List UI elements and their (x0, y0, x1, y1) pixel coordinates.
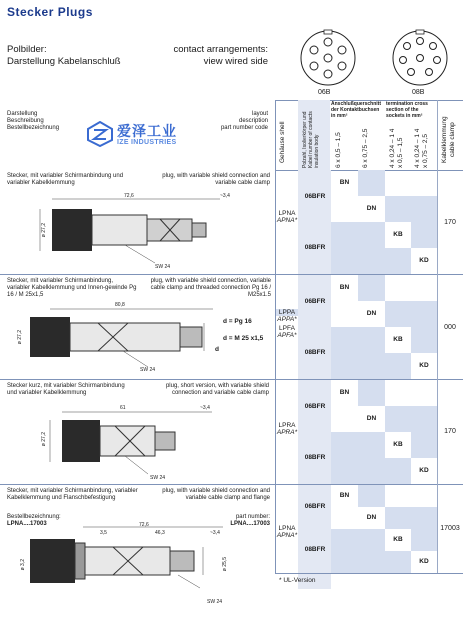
section-2-desc-de: Stecker, mit variabler Schirmanbindung, variabler Kabelklemmung und Innen-gewinde Pg 16 / M 25x1,5 (7, 278, 137, 298)
s4-dim-offset: ~3,4 (210, 530, 220, 536)
s2-dim-sw: SW 24 (140, 367, 156, 373)
s4-bn: BN (339, 492, 350, 499)
s1-dim-sw: SW 24 (155, 264, 171, 270)
s4-dim-hole: ø 3,2 (20, 559, 26, 571)
s4-dim-dia: ø 25,5 (222, 557, 228, 572)
pinout-06b-label: 06B (318, 89, 331, 96)
s1-housing-code: LPNA (278, 210, 296, 217)
s4-row-2: 08BFR (304, 546, 326, 553)
s2-cell (331, 327, 385, 353)
s2-thread-pg: d = Pg 16 (223, 318, 252, 325)
s4-housing (276, 525, 298, 539)
legend-en (200, 111, 268, 132)
s2-clamp: 000 (444, 324, 456, 331)
section-3-desc-en: plug, short version, with variable shield connection and variable cable clamp (165, 383, 269, 396)
col-sec-a-title: Anschlußquerschnitt der Kontaktbuchsen in mm² (331, 101, 382, 119)
s2-bn: BN (339, 284, 350, 291)
s2-housing-code: LPPA (276, 309, 298, 316)
s3-bn: BN (339, 389, 350, 396)
section-4 (0, 485, 463, 605)
section-3 (0, 380, 463, 484)
s4-dim-sw: SW 24 (207, 599, 223, 605)
section-4-drawing (28, 525, 238, 589)
s2-row-1: 06BFR (304, 298, 326, 305)
s4-kb: KB (393, 536, 403, 543)
s1-kd: KD (419, 257, 429, 264)
s1-dim-length: 72,6 (124, 193, 134, 199)
s1-cell (331, 248, 411, 274)
col-sec-b-c1: 4 x 0,24 – 1 4 x 0,5 – 1,5 (389, 128, 404, 168)
legend-de-1: Darstellung (7, 111, 38, 117)
s4-cell (331, 551, 411, 573)
footnote: * UL-Version (279, 577, 316, 584)
col-housing: Gehäuse shell (279, 121, 286, 163)
s1-dim-dia: ø 27,2 (41, 223, 47, 238)
s2-thread-d: d (215, 346, 219, 353)
pinout-08b-diagram (390, 28, 450, 88)
s4-cell (358, 485, 385, 507)
section-1-desc-en: plug, with variable shield connection and variable cable clamp (162, 173, 270, 186)
s3-dim-sw: SW 24 (150, 475, 166, 481)
col-sec-b-title: termination cross section of the sockets in mm² (386, 101, 428, 119)
col-clamp: Kabelklemmung cable clamp (441, 116, 456, 164)
section-1-desc-de: Stecker, mit variabler Schirmanbindung und variabler Kabelklemmung (7, 173, 124, 186)
pinout-08b-label: 08B (412, 89, 425, 96)
s3-poles-bg (298, 380, 331, 484)
pinout-title-de-2: Darstellung Kabelanschluß (7, 56, 121, 67)
s4-row-1: 06BFR (304, 503, 326, 510)
s3-housing-code: LPRA (278, 422, 296, 429)
s1-kb: KB (393, 231, 403, 238)
legend-de-3: Bestellbezeichnung (7, 125, 60, 131)
section-3-drawing (40, 410, 225, 482)
col-sec-b-c2: 4 x 0,24 – 1 4 x 0,75 – 2,5 (414, 128, 429, 168)
s4-dim-length: 72,6 (139, 522, 149, 528)
s2-cell (411, 327, 437, 353)
s4-kd: KD (419, 558, 429, 565)
s4-dn: DN (366, 514, 377, 521)
legend-en-3: part number code (220, 125, 268, 131)
section-2 (0, 275, 463, 379)
col-poles: Polzahl, Isolierkörper und Kabel number of contacts insulation body (302, 111, 320, 168)
legend-de (7, 111, 59, 132)
s2-housing2-code: LPFA (279, 325, 295, 332)
s2-kd: KD (419, 362, 429, 369)
s4-housing-code: LPNA (278, 525, 296, 532)
s1-dn: DN (366, 205, 377, 212)
s2-row-2: 08BFR (304, 349, 326, 356)
s4-housing-alt: APNA* (276, 532, 298, 539)
s1-row-2: 08BFR (304, 244, 326, 251)
pinout-title-en-2: view wired side (203, 56, 268, 67)
s2-poles-bg (298, 275, 331, 379)
s3-kb: KB (393, 441, 403, 448)
s3-dn: DN (366, 415, 377, 422)
s3-kd: KD (419, 467, 429, 474)
s4-dim-flange: 3,5 (100, 530, 107, 536)
s2-dim-dia: ø 27,2 (17, 330, 23, 345)
s4-order-en-label: part number: (235, 514, 270, 520)
s1-clamp: 170 (444, 219, 456, 226)
legend-de-2: Beschreibung (7, 118, 44, 124)
s4-order-en-code: LPNA....17003 (230, 521, 270, 527)
s3-row-1: 06BFR (304, 403, 326, 410)
s4-order-de-label: Bestellbezeichnung: (7, 514, 61, 520)
s3-cell (331, 458, 411, 484)
s4-cell (331, 529, 385, 551)
page-title: Stecker Plugs (7, 5, 93, 19)
pinout-title-en (155, 44, 268, 68)
section-4-desc-en: plug, with variable shield connection and variable cable clamp and flange (162, 488, 270, 501)
col-sec-a-c2: 6 x 0,75 – 2,5 (362, 128, 369, 168)
legend-en-1: layout (251, 111, 268, 117)
section-1-drawing (30, 195, 235, 275)
s3-cell (358, 380, 385, 406)
s2-cell (358, 275, 385, 301)
section-2-desc-en: plug, with variable shield connection, variable cable clamp and threaded connection Pg 16 / M25x1.5 (150, 278, 271, 298)
pinout-06b-diagram (298, 28, 358, 88)
s4-dim-body: 46,3 (155, 530, 165, 536)
col-sec-a-c1: 6 x 0,5 – 1,5 (335, 132, 342, 168)
s4-clamp: 17003 (440, 525, 460, 532)
s2-thread-m: d = M 25 x1,5 (223, 335, 264, 342)
s3-row-2: 08BFR (304, 454, 326, 461)
s1-cell (385, 196, 437, 222)
table-bottom (275, 573, 463, 574)
s3-cell (331, 432, 385, 458)
s4-cell (385, 507, 437, 529)
s3-dim-length: 61 (120, 405, 126, 411)
s2-cell (331, 353, 411, 379)
s2-housing2-alt: APFA* (277, 332, 297, 339)
s2-cell (385, 301, 437, 327)
logo-mark-icon (86, 121, 114, 147)
s2-housing-alt: APPA* (277, 316, 297, 323)
s2-kb: KB (393, 336, 403, 343)
s3-cell (385, 406, 437, 432)
s1-housing (276, 210, 298, 224)
s1-cell (358, 170, 385, 196)
s1-dim-offset: ~3,4 (220, 193, 230, 199)
grid-line (437, 100, 438, 573)
pinout-title-de (7, 44, 121, 68)
s2-dn: DN (366, 310, 377, 317)
section-3-desc-de: Stecker kurz, mit variabler Schirmanbindung und variabler Kabelklemmung (7, 383, 125, 396)
pinout-title-de-1: Polbilder: (7, 44, 47, 55)
s3-dim-offset: ~3,4 (200, 405, 210, 411)
s1-row-1: 06BFR (304, 193, 326, 200)
s1-bn: BN (339, 179, 350, 186)
pinout-title-en-1: contact arrangements: (173, 44, 268, 55)
grid-line (275, 100, 276, 573)
s3-dim-dia: ø 27,2 (41, 432, 47, 447)
s3-housing (276, 422, 298, 436)
s4-cell (411, 529, 437, 551)
s1-cell (331, 222, 385, 248)
logo-text-cn: 爱泽工业 (117, 123, 177, 139)
logo-text-en: IZE INDUSTRIES (117, 139, 177, 146)
s1-cell (411, 222, 437, 248)
s2-housing (276, 309, 298, 339)
s3-cell (411, 432, 437, 458)
s1-housing-alt: APNA* (276, 217, 298, 224)
s3-clamp: 170 (444, 428, 456, 435)
s2-dim-length: 80,8 (115, 302, 125, 308)
s1-poles-bg (298, 170, 331, 274)
legend-en-2: description (238, 118, 268, 124)
section-4-desc-de: Stecker, mit variabler Schirmanbindung, variabler Kabelklemmung und Flanschbefestigung (7, 488, 138, 501)
s3-housing-alt: APRA* (276, 429, 298, 436)
s4-order-de-code: LPNA....17003 (7, 521, 47, 527)
section-1 (0, 170, 463, 274)
section-2-drawing (28, 307, 228, 377)
